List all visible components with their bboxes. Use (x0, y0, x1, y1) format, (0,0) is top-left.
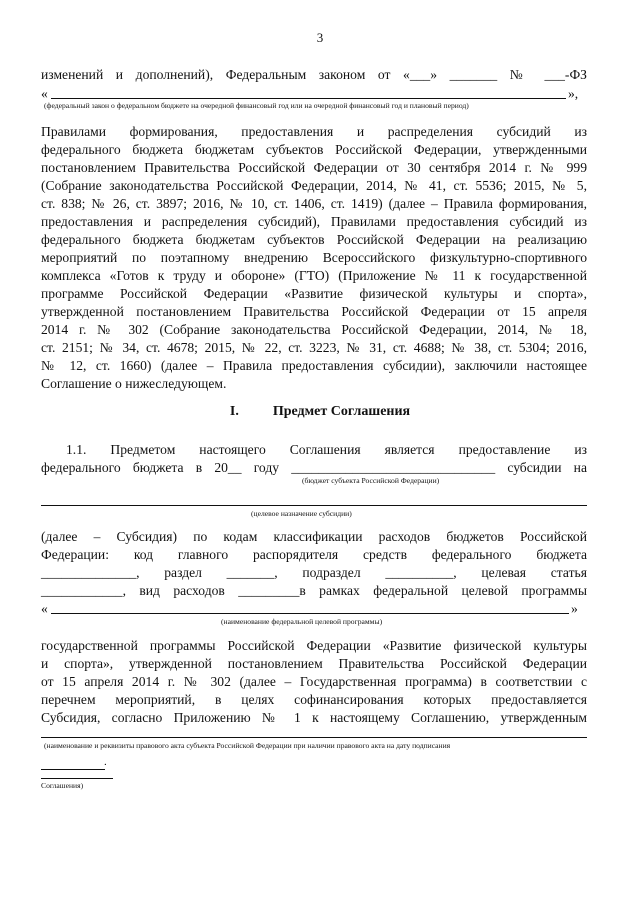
subject-caption: (бюджет субъекта Российской Федерации) (302, 476, 440, 485)
program-fill-line (51, 613, 569, 614)
law-quote-close: », (568, 86, 579, 101)
purpose-caption: (целевое назначение субсидии) (251, 509, 352, 518)
text-line: мероприятий по поэтапному внедрению Всероссийского физкультурно-спортивного (41, 250, 587, 265)
text-line: программе Российской Федерации «Развитие физической культуры и спорта», (41, 286, 587, 301)
act-caption: (наименование и реквизиты правового акта субъекта Российской Федерации при наличии правового акта на дату подписания (44, 741, 451, 750)
law-fill-line (51, 98, 566, 99)
text-line: № 12, ст. 1660) (далее – Правила предоставления субсидии), заключили настоящее (41, 358, 587, 373)
text-line: ст. 2151; № 34, ст. 4678; 2015, № 22, ст. 3223, № 31, ст. 4688; № 38, ст. 5304; 2016, (41, 340, 587, 355)
text-line: и спорта», утвержденной постановлением Правительства Российской Федерации (41, 656, 587, 671)
act-fill-line (41, 737, 587, 738)
text-line: федерального бюджета бюджетам субъектов Российской Федерации, утвержденными (41, 142, 587, 157)
text-line: комплекса «Готов к труду и обороне» (ГТО) (Приложение № 11 к государственной (41, 268, 587, 283)
text-line: федерального бюджета бюджетам субъектов Российской Федерации на реализацию (41, 232, 587, 247)
clause-line: ____________, вид расходов _________в рамках федеральной целевой программы (41, 583, 587, 598)
text-line: предоставления и распределения субсидий), Правилами предоставления субсидий из (41, 214, 587, 229)
law-quote-open: « (41, 86, 48, 101)
act-caption-end: Соглашения) (41, 781, 84, 790)
section-number: I. (229, 404, 239, 419)
intro-line: изменений и дополнений), Федеральным законом от «___» _______ № ___-ФЗ (41, 67, 587, 82)
clause-line: ______________, раздел _______, подраздел __________, целевая статья (41, 565, 587, 580)
program-quote-open: « (41, 601, 48, 616)
text-line: Субсидия, согласно Приложению № 1 к настоящему Соглашению, утвержденным (41, 710, 587, 725)
text-line: (Собрание законодательства Российской Федерации, 2014, № 41, ст. 5536; 2015, № 5, (41, 178, 587, 193)
program-caption: (наименование федеральной целевой программы) (221, 617, 383, 626)
clause-line: федерального бюджета в 20__ году ______________________________ субсидии на (41, 460, 587, 475)
text-line: постановлением Правительства Российской Федерации от 30 сентября 2014 г. № 999 (41, 160, 587, 175)
program-quote-close: » (571, 601, 578, 616)
page-number: 3 (316, 30, 324, 45)
text-line: ст. 838; № 26, ст. 3897; 2016, № 10, ст. 1406, ст. 1419) (далее – Правила формирования, (41, 196, 587, 211)
clause-line: 1.1. Предметом настоящего Соглашения является предоставление из (66, 442, 587, 457)
purpose-fill-line (41, 505, 587, 506)
text-line: от 15 апреля 2014 г. № 302 (далее – Государственная программа) в соответствии с (41, 674, 587, 689)
act-dot: . (104, 756, 107, 768)
text-line: перечнем мероприятий, в целях софинансирования которых предоставляется (41, 692, 587, 707)
text-line: 2014 г. № 302 (Собрание законодательства Российской Федерации, 2014, № 18, (41, 322, 587, 337)
text-line: государственной программы Российской Федерации «Развитие физической культуры (41, 638, 587, 653)
text-line: Правилами формирования, предоставления и распределения субсидий из (41, 124, 587, 139)
text-line: утвержденной постановлением Правительства Российской Федерации от 15 апреля (41, 304, 587, 319)
law-caption: (федеральный закон о федеральном бюджете на очередной финансовый год или на очередной финансовый год и плановый период) (44, 101, 469, 110)
text-line: Соглашение о нижеследующем. (41, 376, 227, 391)
act-short-line (41, 769, 105, 770)
section-title: Предмет Соглашения (272, 404, 411, 419)
act-divider (41, 778, 113, 779)
clause-line: (далее – Субсидия) по кодам классификации расходов бюджетов Российской (41, 529, 587, 544)
section-heading (0, 404, 640, 420)
clause-line: Федерации: код главного распорядителя средств федерального бюджета (41, 547, 587, 562)
